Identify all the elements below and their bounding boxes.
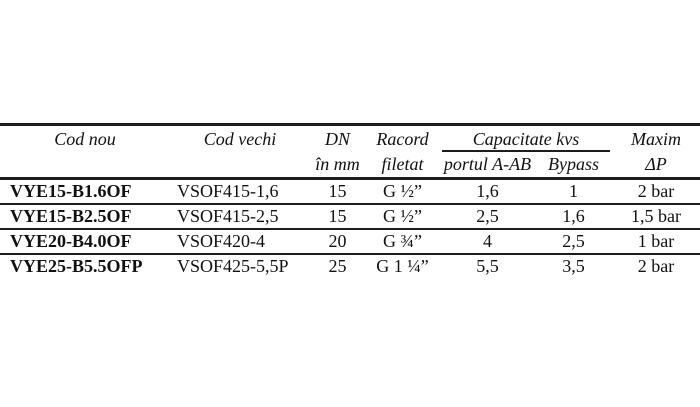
table-row [0, 204, 700, 229]
cell-maxim: 2 bar [637, 256, 675, 276]
header-capacitate-label: Capacitate kvs [442, 126, 610, 152]
table-body [0, 179, 700, 279]
header-cod-vechi [170, 125, 310, 179]
header-dn [310, 125, 365, 179]
header-cod-nou-label: Cod nou [54, 129, 116, 149]
cell-bypass: 1 [535, 179, 612, 205]
cell-cod-nou: VYE20-B4.0OF [0, 229, 170, 254]
header-racord [365, 125, 440, 179]
table-row [0, 229, 700, 254]
header-portul-label: portul A-AB [443, 154, 532, 174]
cell-cod-vechi: VSOF415-2,5 [170, 204, 310, 229]
header-cod-vechi-label: Cod vechi [203, 129, 277, 149]
cell-racord: G ½” [365, 179, 440, 205]
table-header [0, 125, 700, 179]
table-row [0, 254, 700, 278]
cell-maxim: 2 bar [612, 179, 700, 205]
header-maxim [612, 125, 700, 179]
header-maxim-line2: ΔP [645, 154, 667, 174]
valve-specification-table [0, 123, 700, 278]
header-racord-line2: filetat [381, 154, 424, 174]
cell-cod-vechi: VSOF415-1,6 [170, 179, 310, 205]
cell-cod-vechi: VSOF420-4 [170, 229, 310, 254]
cell-dn: 15 [310, 179, 365, 205]
cell-bypass: 1,6 [535, 204, 612, 229]
cell-cod-nou: VYE15-B1.6OF [0, 179, 170, 205]
cell-portul: 1,6 [440, 179, 535, 205]
cell-dn: 25 [328, 256, 347, 276]
cell-cod-nou: VYE15-B2.5OF [0, 204, 170, 229]
cell-racord: G 1 ¼” [376, 256, 429, 276]
header-capacitate-group [440, 125, 612, 179]
cell-bypass: 3,5 [562, 256, 585, 276]
header-capacitate-subcolumns [440, 152, 612, 177]
header-cod-nou [0, 125, 170, 179]
cell-racord: G ¾” [365, 229, 440, 254]
cell-dn: 15 [310, 204, 365, 229]
header-bypass-label: Bypass [548, 154, 599, 174]
cell-racord: G ½” [365, 204, 440, 229]
cell-bypass: 2,5 [535, 229, 612, 254]
header-maxim-line1: Maxim [631, 129, 681, 149]
header-dn-line2: în mm [315, 154, 360, 174]
cell-cod-nou: VYE25-B5.5OFP [10, 256, 143, 276]
cell-portul: 2,5 [440, 204, 535, 229]
cell-dn: 20 [310, 229, 365, 254]
header-dn-line1: DN [324, 129, 350, 149]
cell-cod-vechi: VSOF425-5,5P [177, 256, 289, 276]
table-row [0, 179, 700, 205]
cell-maxim: 1,5 bar [612, 204, 700, 229]
header-racord-line1: Racord [376, 129, 429, 149]
cell-maxim: 1 bar [612, 229, 700, 254]
cell-portul: 4 [440, 229, 535, 254]
cell-portul: 5,5 [476, 256, 499, 276]
